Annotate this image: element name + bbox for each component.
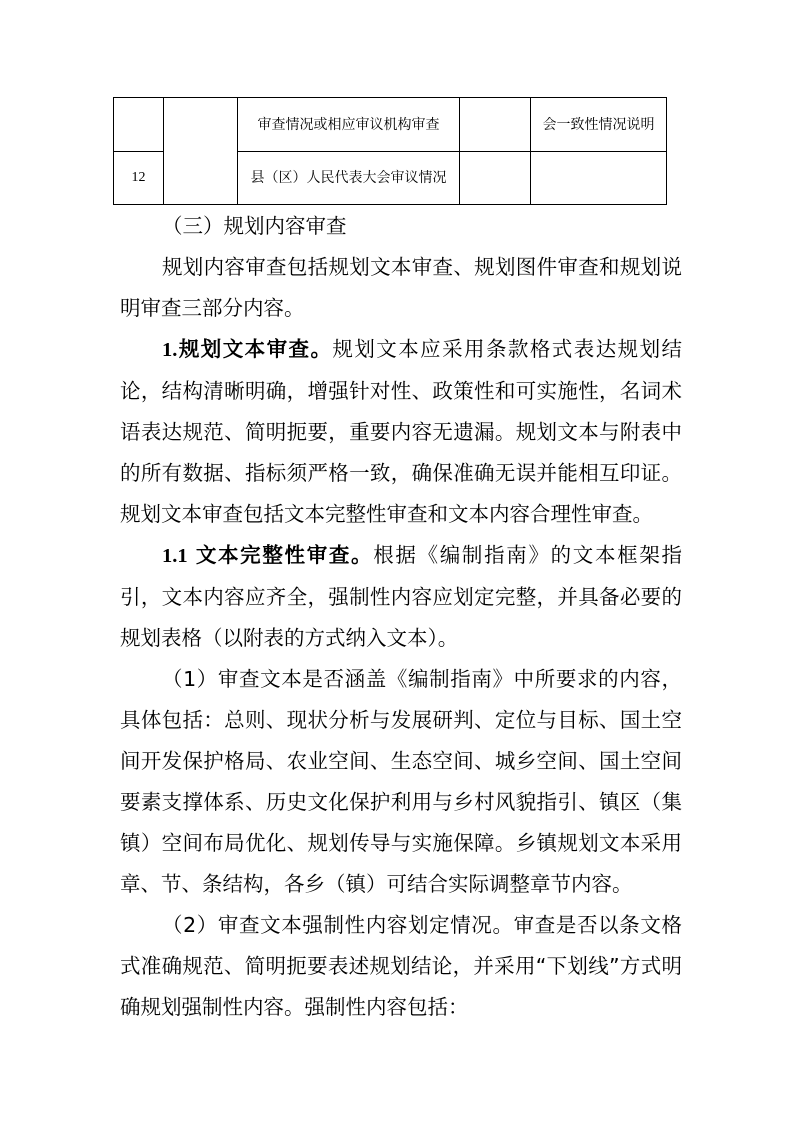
- review-items-table: [113, 97, 667, 205]
- paragraph-item-2: （2）审查文本强制性内容划定情况。审查是否以条文格式准确规范、简明扼要表述规划结论，并采用“下划线”方式明确规划强制性内容。强制性内容包括：: [120, 913, 682, 1019]
- paragraph-intro: 规划内容审查包括规划文本审查、规划图件审查和规划说明审查三部分内容。: [120, 255, 682, 320]
- paragraph-text-review: [120, 329, 682, 535]
- clause-heading: 规划文本审查。: [177, 337, 333, 361]
- clause-text: 根据《编制指南》的文本框架指引，文本内容应齐全，强制性内容应划定完整，并具备必要的规划表格（以附表的方式纳入文本）。: [120, 543, 683, 650]
- review-item-cell: 县（区）人民代表大会审议情况: [238, 152, 460, 205]
- row-number-cell: 12: [114, 152, 164, 205]
- body-text: [120, 206, 682, 1028]
- category-cell: [164, 98, 238, 205]
- result-cell: [460, 152, 531, 205]
- table-row: [114, 98, 667, 152]
- result-cell: [460, 98, 531, 152]
- clause-number: 1.1: [162, 545, 188, 567]
- clause-heading: 文本完整性审查。: [195, 543, 374, 567]
- row-number-cell: [114, 98, 164, 152]
- note-cell: [531, 152, 667, 205]
- review-item-cell: 审查情况或相应审议机构审查: [238, 98, 460, 152]
- paragraph-item-1: （1）审查文本是否涵盖《编制指南》中所要求的内容，具体包括：总则、现状分析与发展研判、定位与目标、国土空间开发保护格局、农业空间、生态空间、城乡空间、国土空间要素支撑体系、历史文化保护利用与乡村风貌指引、镇区（集镇）空间布局优化、规划传导与实施保障。乡镇规划文本采用章、节、条结构，各乡（镇）可结合实际调整章节内容。: [120, 667, 682, 896]
- note-cell: 会一致性情况说明: [531, 98, 667, 152]
- clause-text: 规划文本应采用条款格式表达规划结论，结构清晰明确，增强针对性、政策性和可实施性，名词术语表达规范、简明扼要，重要内容无遗漏。规划文本与附表中的所有数据、指标须严格一致，确保准确无误并能相互印证。规划文本审查包括文本完整性审查和文本内容合理性审查。: [120, 337, 683, 526]
- paragraph-completeness-review: [120, 535, 682, 659]
- section-heading: （三）规划内容审查: [162, 214, 347, 238]
- clause-number: 1.: [162, 339, 178, 361]
